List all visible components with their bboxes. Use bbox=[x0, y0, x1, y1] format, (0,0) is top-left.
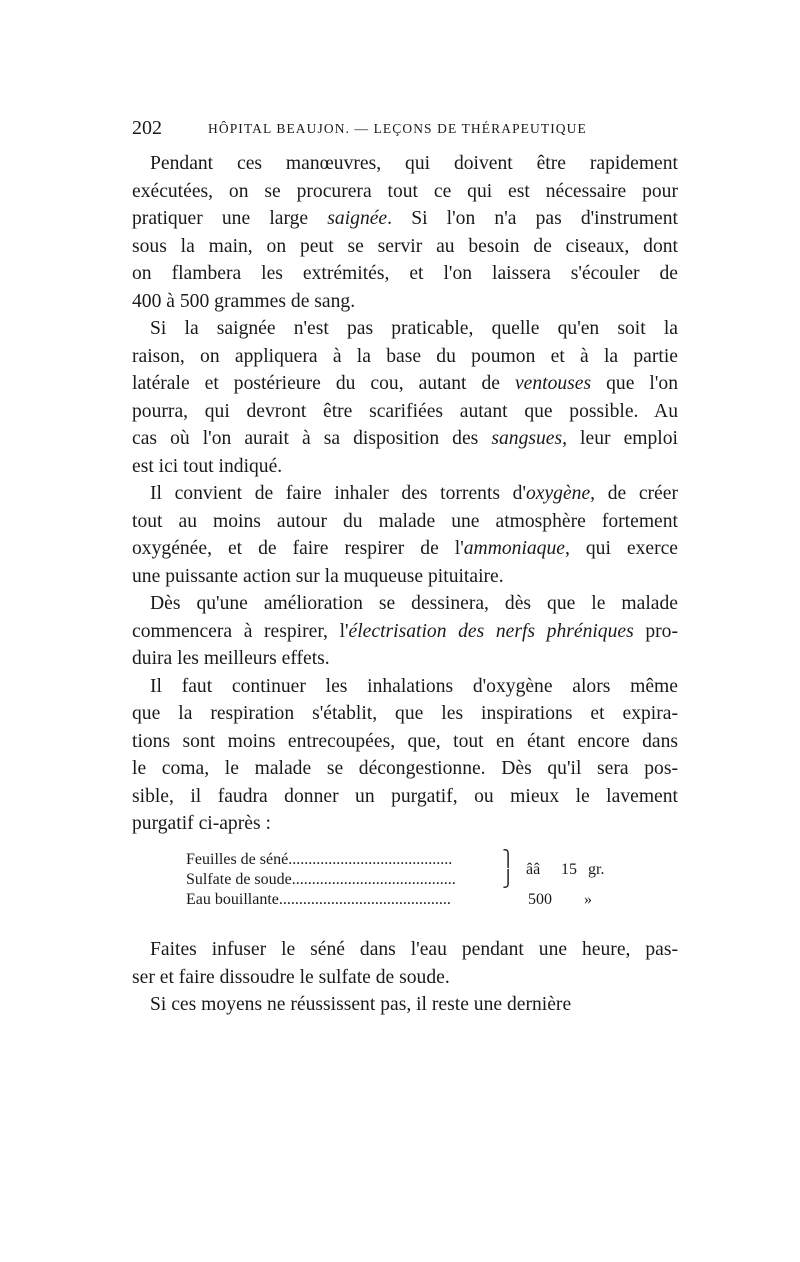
text-line: purgatif ci-après : bbox=[132, 813, 271, 834]
text-line: tout au moins autour du malade une atmosphère fortement bbox=[132, 510, 678, 532]
text-line: sous la main, on peut se servir au besoin de ciseaux, dont bbox=[132, 235, 678, 257]
text-line: Si la saignée n'est pas praticable, quelle qu'en soit la bbox=[150, 318, 678, 339]
text-line: latérale et postérieure du cou, autant de ventouses que l'on bbox=[132, 373, 678, 394]
emphasis: saignée bbox=[327, 208, 388, 229]
text-line: Dès qu'une amélioration se dessinera, dès que le malade bbox=[150, 593, 678, 614]
recipe-brace-bottom: ⎭ bbox=[502, 871, 514, 888]
text-line: exécutées, on se procurera tout ce qui est nécessaire pour bbox=[132, 180, 678, 202]
emphasis: ammoniaque bbox=[463, 538, 565, 559]
text-line: Faites infuser le séné dans l'eau pendant une heure, pas- bbox=[150, 939, 678, 960]
paragraph bbox=[132, 480, 678, 590]
paragraph bbox=[132, 590, 678, 673]
page-number: 202 bbox=[132, 117, 162, 139]
emphasis: sangsues bbox=[491, 428, 563, 449]
text-line: commencera à respirer, l'électrisation des nerfs phréniques pro- bbox=[132, 620, 678, 642]
recipe-unit: gr. bbox=[588, 861, 605, 878]
emphasis: électrisation des nerfs phréniques bbox=[348, 620, 634, 642]
text-line: ser et faire dissoudre le sulfate de soude. bbox=[132, 966, 450, 988]
paragraph bbox=[132, 315, 678, 480]
text-line: Pendant ces manœuvres, qui doivent être rapidement bbox=[150, 153, 678, 174]
paragraph bbox=[132, 150, 678, 315]
text-line: est ici tout indiqué. bbox=[132, 455, 283, 477]
text-line: que la respiration s'établit, que les inspirations et expira- bbox=[132, 703, 678, 724]
text-line: Il faut continuer les inhalations d'oxygène alors même bbox=[150, 675, 678, 697]
recipe-amount: 500 bbox=[528, 891, 552, 908]
text-line: on flambera les extrémités, et l'on laissera s'écouler de bbox=[132, 263, 678, 284]
text-line: Si ces moyens ne réussissent pas, il reste une dernière bbox=[150, 994, 572, 1015]
body-text-continued bbox=[132, 936, 678, 1019]
text-line: une puissante action sur la muqueuse pituitaire. bbox=[132, 565, 504, 587]
recipe-item-name: Sulfate de soude......................................... bbox=[186, 871, 456, 888]
body-text bbox=[132, 150, 678, 838]
text-line: Il convient de faire inhaler des torrents d'oxygène, de créer bbox=[150, 483, 678, 504]
text-line: duira les meilleurs effets. bbox=[132, 648, 330, 669]
text-line: cas où l'on aurait à sa disposition des sangsues, leur emploi bbox=[132, 428, 678, 449]
recipe-row bbox=[186, 870, 626, 890]
recipe-brace-top: ⎫ bbox=[502, 851, 514, 868]
text-line: pratiquer une large saignée. Si l'on n'a pas d'instrument bbox=[132, 208, 678, 229]
text-line: le coma, le malade se décongestionne. Dès qu'il sera pos- bbox=[132, 758, 678, 779]
recipe-item-name: Feuilles de séné......................................... bbox=[186, 851, 453, 868]
recipe bbox=[186, 850, 626, 910]
paragraph bbox=[132, 673, 678, 838]
text-line: sible, il faudra donner un purgatif, ou mieux le lavement bbox=[132, 785, 678, 807]
recipe-item-name: Eau bouillante........................................... bbox=[186, 891, 451, 908]
text-line: raison, on appliquera à la base du poumon et à la partie bbox=[132, 345, 678, 367]
recipe-unit: » bbox=[584, 891, 592, 908]
recipe-qty: ââ bbox=[526, 861, 541, 878]
recipe-amount: 15 bbox=[561, 861, 577, 878]
text-line: 400 à 500 grammes de sang. bbox=[132, 290, 356, 312]
text-line: pourra, qui devront être scarifiées autant que possible. Au bbox=[132, 400, 678, 422]
recipe-row bbox=[186, 890, 626, 910]
running-head: HÔPITAL BEAUJON. — LEÇONS DE THÉRAPEUTIQUE bbox=[208, 121, 587, 136]
page-header bbox=[132, 116, 678, 140]
text-line: oxygénée, et de faire respirer de l'ammoniaque, qui exerce bbox=[132, 538, 679, 559]
emphasis: ventouses bbox=[514, 373, 592, 394]
paragraph bbox=[132, 991, 678, 1019]
emphasis: oxygène bbox=[525, 483, 591, 504]
paragraph bbox=[132, 936, 678, 991]
text-line: tions sont moins entrecoupées, que, tout en étant encore dans bbox=[132, 730, 678, 752]
